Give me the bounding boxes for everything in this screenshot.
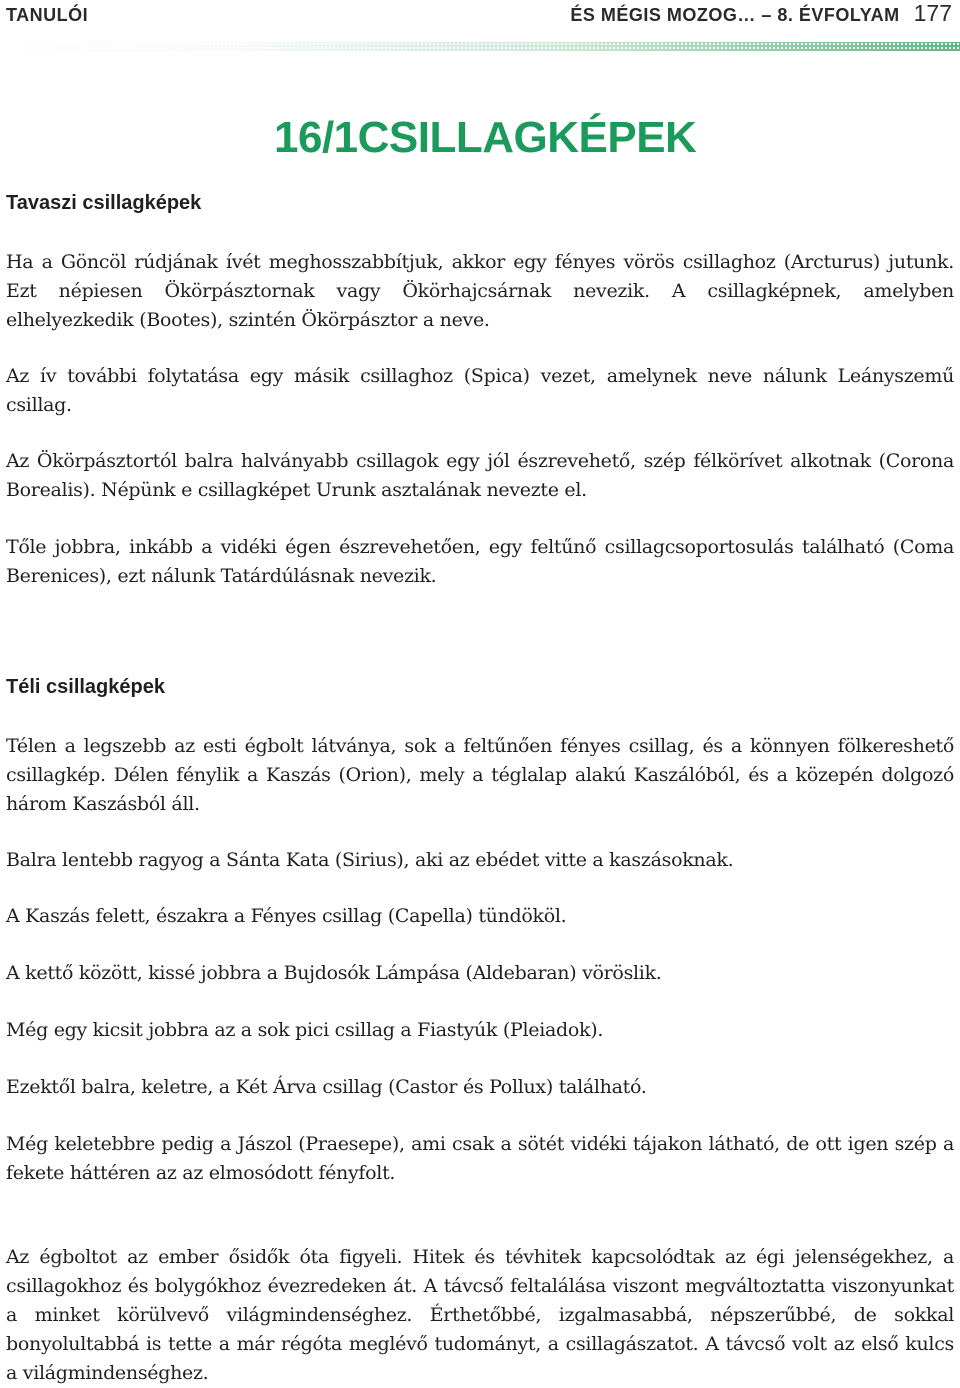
page-title: 16/1CSILLAGKÉPEK [274, 113, 697, 162]
paragraph: Balra lentebb ragyog a Sánta Kata (Sirius), aki az ebédet vitte a kaszásoknak. [6, 849, 734, 871]
header-left-label: TANULÓI [6, 5, 89, 25]
page-header [6, 0, 952, 32]
paragraph: Még egy kicsit jobbra az a sok pici csillag a Fiastyúk (Pleiadok). [6, 1019, 604, 1041]
paragraph: Télen a legszebb az esti égbolt látványa, sok a feltűnően fényes csillag, és a könnyen fölkereshető csillagkép. Délen fénylik a Kaszás (Orion), mely a téglalap alakú Kaszálóból, és a közepén dolgozó három Kaszásból áll. [6, 735, 954, 815]
closing-paragraph: Az égboltot az ember ősidők óta figyeli. Hitek és tévhitek kapcsolódtak az égi jelenségekhez, a csillagokhoz és bolygókhoz évezredeken át. A távcső feltalálása viszont megváltoztatta viszonyunkat a minket körülvevő világmindenséghez. Érthetőbbé, izgalmasabbá, népszerűbbé, de sokkal bonyolultabbá is tette a már régóta meglévő tudományt, a csillagászatot. A távcső volt az első kulcs a világmindenséghez. [6, 1246, 954, 1384]
paragraph: Ha a Göncöl rúdjának ívét meghosszabbítjuk, akkor egy fényes vörös csillaghoz (Arcturus) jutunk. Ezt népiesen Ökörpásztornak vagy Ökörhajcsárnak nevezik. A csillagképnek, amelyben elhelyezkedik (Bootes), szintén Ökörpásztor a neve. [6, 251, 954, 331]
header-divider [0, 42, 960, 51]
paragraph: Az ív további folytatása egy másik csillaghoz (Spica) vezet, amelynek neve nálunk Leányszemű csillag. [6, 365, 954, 416]
page-number: 177 [913, 0, 952, 26]
paragraph: Még keletebbre pedig a Jászol (Praesepe), ami csak a sötét vidéki tájakon látható, de ott igen szép a fekete háttéren az az elmosódott fényfolt. [6, 1133, 954, 1184]
paragraph: Tőle jobbra, inkább a vidéki égen észrevehetően, egy feltűnő csillagcsoportosulás található (Coma Berenices), ezt nálunk Tatárdúlásnak nevezik. [6, 536, 954, 587]
header-book-title: ÉS MÉGIS MOZOG… – 8. ÉVFOLYAM [570, 5, 900, 25]
section-heading-spring: Tavaszi csillagképek [6, 192, 202, 214]
paragraph: A Kaszás felett, északra a Fényes csillag (Capella) tündököl. [6, 905, 567, 927]
paragraph: Ezektől balra, keletre, a Két Árva csillag (Castor és Pollux) található. [6, 1076, 647, 1098]
section-heading-winter: Téli csillagképek [6, 676, 165, 698]
paragraph: Az Ökörpásztortól balra halványabb csillagok egy jól észrevehető, szép félkörívet alkotnak (Corona Borealis). Népünk e csillagképet Urunk asztalának nevezte el. [6, 450, 954, 501]
header-right [570, 0, 952, 27]
paragraph: A kettő között, kissé jobbra a Bujdosók Lámpása (Aldebaran) vöröslik. [6, 962, 662, 984]
